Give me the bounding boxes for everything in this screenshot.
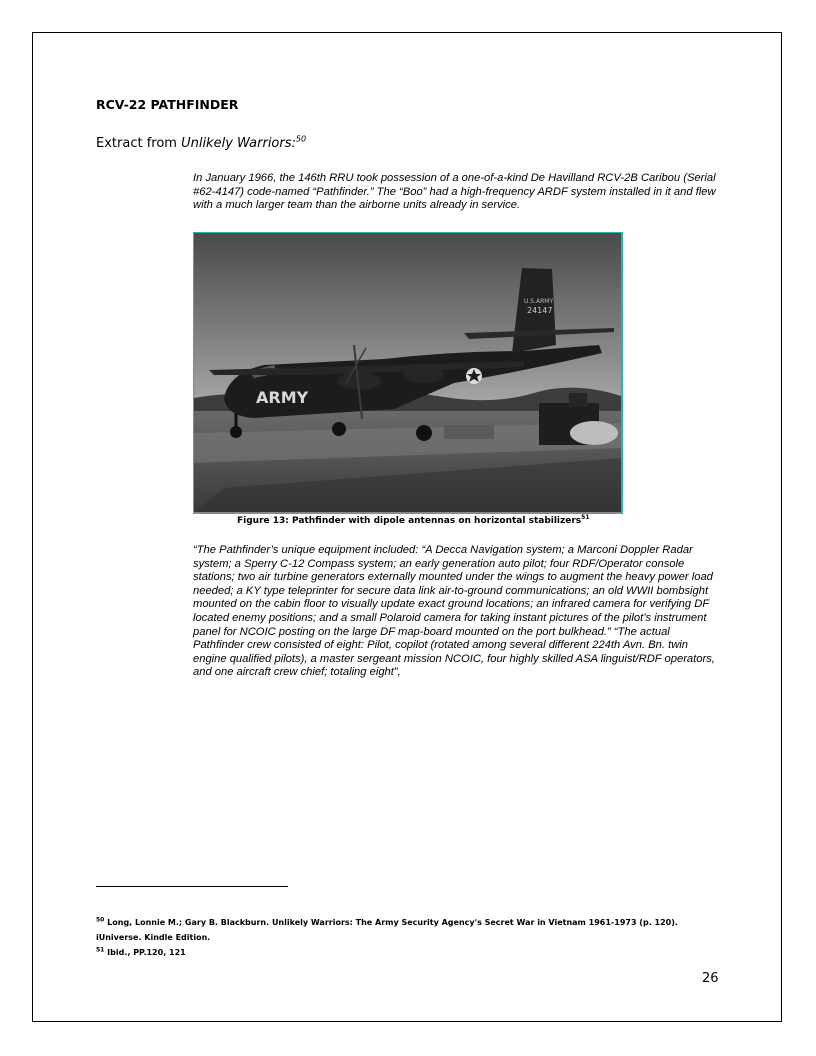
footnote-separator [96, 886, 288, 887]
intro-paragraph: In January 1966, the 146th RRU took possession of a one-of-a-kind De Havilland RCV-2B Caribou (Serial #62-4147) code-named “Pathfinder.” The “Boo” had a high-frequency ARDF system installed in it and flew with a much larger team than the airborne units already in service. [193, 172, 716, 212]
footnote-ref-50: 50 [295, 134, 307, 144]
footnotes [96, 915, 716, 960]
caption-text: Figure 13: Pathfinder with dipole antennas on horizontal stabilizers [237, 516, 582, 526]
extract-prefix: Extract from [96, 136, 182, 151]
figure-caption [237, 516, 590, 526]
page-number: 26 [702, 971, 719, 986]
footnote-text: Ibid., PP.120, 121 [107, 948, 186, 957]
aircraft-photo [193, 232, 623, 514]
aircraft-marking: ARMY [256, 388, 309, 407]
footnote-marker: 50 [96, 916, 105, 924]
footnote-item [96, 915, 716, 945]
footnote-item [96, 945, 716, 960]
tail-serial-bottom: 24147 [527, 306, 553, 315]
extract-line [96, 136, 306, 151]
footnote-ref-51: 51 [581, 514, 590, 521]
section-title: RCV-22 PATHFINDER [96, 97, 239, 112]
footnote-text: Long, Lonnie M.; Gary B. Blackburn. Unlikely Warriors: The Army Security Agency's Secret War in Vietnam 1961-1973 (p. 120). iUniverse. Kindle Edition. [96, 918, 678, 942]
tail-serial-top: U.S.ARMY [524, 298, 554, 305]
quote-paragraph: “The Pathfinder’s unique equipment included: “A Decca Navigation system; a Marconi Doppler Radar system; a Sperry C-12 Compass system; an early generation auto pilot; four RDF/Operator console stations; two air turbine generators externally mounted under the wings to augment the heavy power load needed; a KY type teleprinter for secure data link air-to-ground communications; an old WWII bombsight mounted on the cabin floor to visually update exact ground locations; an infrared camera for verifying DF located enemy positions; and a small Polaroid camera for taking instant pictures of the pilot’s instrument panel for NCOIC posting on the large DF map-board mounted on the port bulkhead.” “The actual Pathfinder crew consisted of eight: Pilot, copilot (rotated among several different 224th Avn. Bn. twin engine qualified pilots), a master sergeant mission NCOIC, four highly skilled ASA linguist/RDF operators, and one aircraft crew chief; totaling eight”, [193, 544, 715, 679]
book-title: Unlikely Warriors: [181, 136, 296, 151]
footnote-marker: 51 [96, 946, 105, 954]
